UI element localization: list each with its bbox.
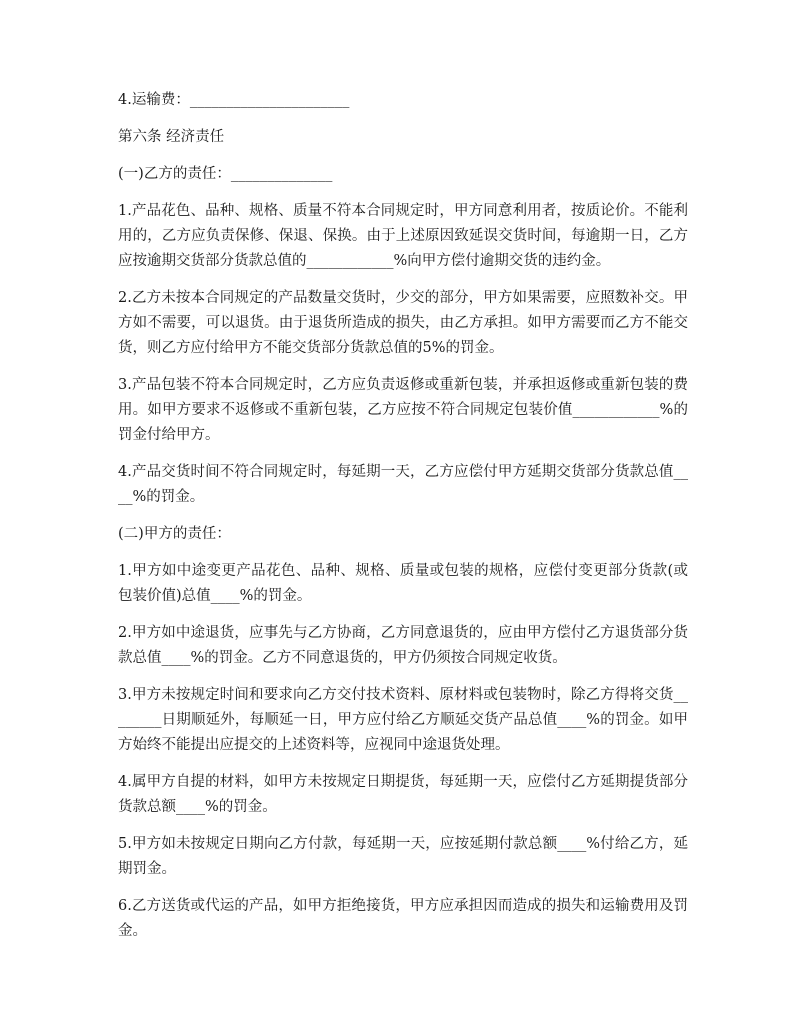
party-a-item-2: 2.甲方如中途退货，应事先与乙方协商，乙方同意退货的，应由甲方偿付乙方退货部分货款总值____%的罚金。乙方不同意退货的，甲方仍须按合同规定收货。 (118, 625, 688, 666)
party-b-item-2: 2.乙方未按本合同规定的产品数量交货时，少交的部分，甲方如果需要，应照数补交。甲方如不需要，可以退货。由于退货所造成的损失，由乙方承担。如甲方需要而乙方不能交货，则乙方应付给甲方不能交货部分货款总值的5%的罚金。 (118, 290, 688, 356)
party-a-item-6: 6.乙方送货或代运的产品，如甲方拒绝接货，甲方应承担因而造成的损失和运输费用及罚金。 (118, 898, 688, 939)
party-a-item-5: 5.甲方如未按规定日期向乙方付款，每延期一天，应按延期付款总额____%付给乙方，延期罚金。 (118, 836, 688, 877)
party-a-item-1: 1.甲方如中途变更产品花色、品种、规格、质量或包装的规格，应偿付变更部分货款(或包装价值)总值____%的罚金。 (118, 563, 688, 604)
party-b-item-3: 3.产品包装不符本合同规定时，乙方应负责返修或重新包装，并承担返修或重新包装的费用。如甲方要求不返修或不重新包装，乙方应按不符合同规定包装价值____________%的罚金付给甲方。 (118, 377, 688, 443)
document-page (118, 88, 688, 956)
freight-line: 4.运输费：______________________ (118, 92, 350, 108)
party-b-item-1: 1.产品花色、品种、规格、质量不符本合同规定时，甲方同意利用者，按质论价。不能利用的，乙方应负责保修、保退、保换。由于上述原因致延误交货时间，每逾期一日，乙方应按逾期交货部分货款总值的____________%向甲方偿付逾期交货的违约金。 (118, 203, 688, 269)
party-a-heading: (二)甲方的责任： (118, 526, 231, 542)
party-a-item-3: 3.甲方未按规定时间和要求向乙方交付技术资料、原材料或包装物时，除乙方得将交货________日期顺延外，每顺延一日，甲方应付给乙方顺延交货产品总值____%的罚金。如甲方始终不能提出应提交的上述资料等，应视同中途退货处理。 (118, 687, 688, 753)
party-b-item-4: 4.产品交货时间不符合同规定时，每延期一天，乙方应偿付甲方延期交货部分货款总值____%的罚金。 (118, 464, 688, 505)
party-b-heading: (一)乙方的责任：______________ (118, 166, 333, 182)
section-title: 第六条 经济责任 (118, 129, 225, 145)
party-a-item-4: 4.属甲方自提的材料，如甲方未按规定日期提货，每延期一天，应偿付乙方延期提货部分货款总额____%的罚金。 (118, 774, 688, 815)
